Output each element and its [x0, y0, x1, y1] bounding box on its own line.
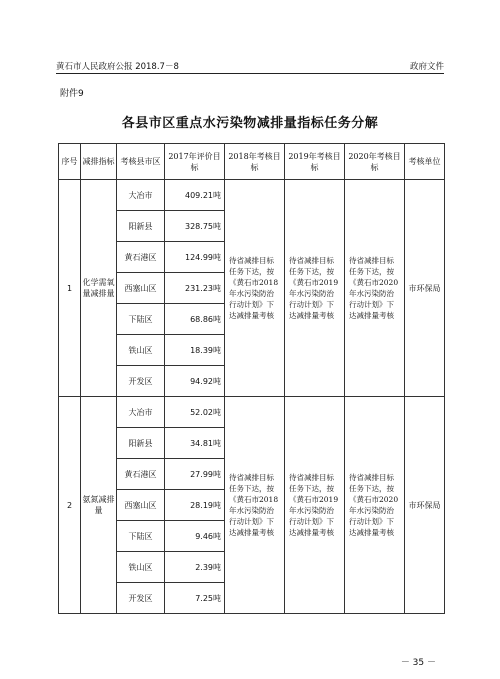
- page-number: － 35 －: [400, 658, 436, 668]
- table-header-row: [59, 144, 445, 180]
- unit-cell: 市环保局: [405, 397, 445, 614]
- district-cell: 黄石港区: [117, 242, 165, 273]
- value-cell: 52.02吨: [165, 397, 225, 428]
- value-cell: 231.23吨: [165, 273, 225, 304]
- header-target-2018: 2018年考核目标: [225, 144, 285, 180]
- target-2020-cell: 待省减排目标任务下达，按《黄石市2020年水污染防治行动计划》下达减排量考核: [345, 397, 405, 614]
- attachment-label: 附件9: [60, 89, 84, 99]
- value-cell: 34.81吨: [165, 428, 225, 459]
- value-cell: 409.21吨: [165, 180, 225, 211]
- header-target-2017: 2017年评价目标: [165, 144, 225, 180]
- district-cell: 开发区: [117, 583, 165, 614]
- header-indicator: 减排指标: [81, 144, 117, 180]
- running-header: [56, 60, 444, 72]
- value-cell: 328.75吨: [165, 211, 225, 242]
- unit-cell: 市环保局: [405, 180, 445, 397]
- district-cell: 大冶市: [117, 180, 165, 211]
- target-2019-cell: 待省减排目标任务下达，按《黄石市2019年水污染防治行动计划》下达减排量考核: [285, 180, 345, 397]
- district-cell: 开发区: [117, 366, 165, 397]
- header-target-2019: 2019年考核目标: [285, 144, 345, 180]
- district-cell: 下陆区: [117, 304, 165, 335]
- value-cell: 124.99吨: [165, 242, 225, 273]
- header-unit: 考核单位: [405, 144, 445, 180]
- value-cell: 2.39吨: [165, 552, 225, 583]
- table-row: [59, 180, 445, 211]
- district-cell: 大冶市: [117, 397, 165, 428]
- value-cell: 68.86吨: [165, 304, 225, 335]
- value-cell: 27.99吨: [165, 459, 225, 490]
- target-2020-cell: 待省减排目标任务下达，按《黄石市2020年水污染防治行动计划》下达减排量考核: [345, 180, 405, 397]
- table-row: [59, 397, 445, 428]
- district-cell: 阳新县: [117, 211, 165, 242]
- group-indicator: 化学需氧量减排量: [81, 180, 117, 397]
- value-cell: 7.25吨: [165, 583, 225, 614]
- value-cell: 94.92吨: [165, 366, 225, 397]
- district-cell: 西塞山区: [117, 273, 165, 304]
- value-cell: 18.39吨: [165, 335, 225, 366]
- target-2019-cell: 待省减排目标任务下达，按《黄石市2019年水污染防治行动计划》下达减排量考核: [285, 397, 345, 614]
- district-cell: 阳新县: [117, 428, 165, 459]
- value-cell: 9.46吨: [165, 521, 225, 552]
- running-header-right: 政府文件: [409, 62, 444, 72]
- target-2018-cell: 待省减排目标任务下达，按《黄石市2018年水污染防治行动计划》下达减排量考核: [225, 397, 285, 614]
- group-index: 2: [59, 397, 81, 614]
- district-cell: 黄石港区: [117, 459, 165, 490]
- group-indicator: 氨氮减排量: [81, 397, 117, 614]
- district-cell: 下陆区: [117, 521, 165, 552]
- group-index: 1: [59, 180, 81, 397]
- header-target-2020: 2020年考核目标: [345, 144, 405, 180]
- header-index: 序号: [59, 144, 81, 180]
- header-district: 考核县市区: [117, 144, 165, 180]
- district-cell: 铁山区: [117, 335, 165, 366]
- header-rule: [56, 73, 444, 74]
- running-header-left: 黄石市人民政府公报 2018.7－8: [56, 62, 179, 72]
- target-2018-cell: 待省减排目标任务下达，按《黄石市2018年水污染防治行动计划》下达减排量考核: [225, 180, 285, 397]
- page-title: 各县市区重点水污染物减排量指标任务分解: [121, 116, 379, 131]
- district-cell: 西塞山区: [117, 490, 165, 521]
- district-cell: 铁山区: [117, 552, 165, 583]
- emission-task-table: [58, 143, 445, 614]
- value-cell: 28.19吨: [165, 490, 225, 521]
